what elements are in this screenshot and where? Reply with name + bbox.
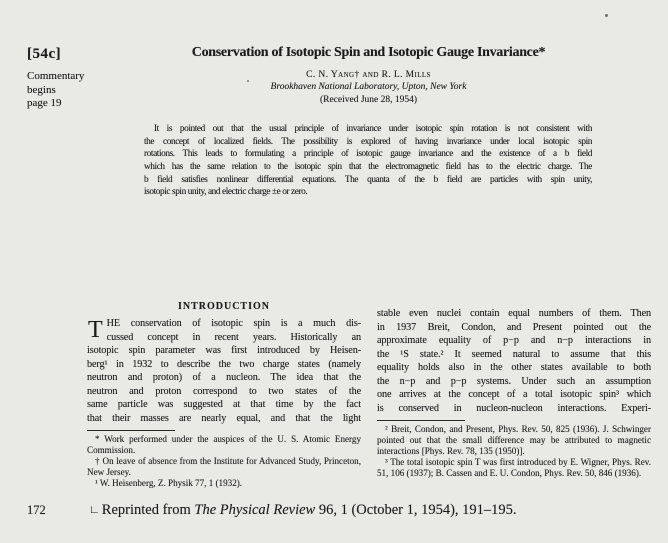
right-footnotes <box>377 424 651 479</box>
text-line: one arrives at the concept of a total isotopic spin³ which <box>377 389 651 400</box>
right-column <box>377 300 651 489</box>
received-date: (Received June 28, 1954) <box>319 95 418 105</box>
text-line: neutron and proton correspond to two states of the <box>87 385 361 397</box>
right-column-text <box>377 308 651 416</box>
text-line: It is pointed out that the usual principle of invariance under isotopic spin rotation is not consistent with <box>154 124 592 134</box>
section-heading: INTRODUCTION <box>177 301 270 312</box>
text-line: is conserved in nucleon-nucleon interactions. Experi- <box>377 402 651 414</box>
journal-name: The Physical Review <box>194 502 316 518</box>
text-line: ² Breit, Condon, and Present, Phys. Rev. 50, 825 (1936). J. Schwinger pointed out that the small difference may be attributed to magnetic interactions [Phys. Rev. 78, 135 (1950)]. <box>377 424 651 456</box>
text-line: the n−p and p−p systems. Under such an assumption <box>377 375 651 387</box>
text-line: † On leave of absence from the Institute for Advanced Study, Princeton, New Jersey. <box>87 455 361 477</box>
commentary-note <box>27 70 84 111</box>
text-line: isotopic spin parameter was first introduced by Heisen- <box>87 345 361 356</box>
reprint-credit-line <box>89 502 517 519</box>
drop-cap: T <box>88 317 103 343</box>
reprint-prefix: Reprinted from <box>101 502 195 518</box>
text-line: equality holds also in the other states available to both <box>377 362 651 373</box>
text-line: approximate equality of p−p and n−p interactions in <box>377 335 651 346</box>
text-line: rotations. This leads to formulating a principle of isotopic gauge invariance and the existence of a b field <box>144 149 592 160</box>
text-line: that their masses are nearly equal, and that the light <box>87 412 361 424</box>
paper-abstract <box>144 124 592 200</box>
reprint-suffix: 96, 1 (October 1, 1954), 191–195. <box>315 502 517 518</box>
text-line: neutron and proton) of a nucleon. The idea that the <box>87 372 361 383</box>
paper-title: Conservation of Isotopic Spin and Isotopic Gauge Invariance* <box>191 45 546 60</box>
left-column <box>87 300 361 489</box>
text-line: page 19 <box>27 97 62 109</box>
scan-speck <box>605 14 608 17</box>
corner-mark-icon: ∟ <box>89 503 100 516</box>
page-number: 172 <box>27 503 46 517</box>
text-line: stable even nuclei contain equal numbers of them. Then <box>377 308 651 319</box>
left-column-text <box>87 318 361 426</box>
text-line: cussed concept in recent years. Historically an <box>106 331 361 343</box>
text-line: in 1937 Breit, Condon, and Present pointed out the <box>377 321 651 333</box>
text-line: * Work performed under the auspices of the U. S. Atomic Energy Commission. <box>87 434 361 455</box>
text-line: HE conservation of isotopic spin is a much dis- <box>106 318 361 329</box>
text-line: same particle was suggested at that time by the fact <box>87 399 361 410</box>
text-line: begins <box>27 83 56 96</box>
paper-affiliation: Brookhaven National Laboratory, Upton, New York <box>270 82 467 92</box>
text-line: berg¹ in 1932 to describe the two charge states (namely <box>87 358 361 370</box>
text-line: isotopic spin unity, and electric charge ±e or zero. <box>144 187 308 198</box>
paper-id-label: [54c] <box>27 46 62 62</box>
footnote-rule <box>377 420 465 421</box>
footnote-rule <box>87 430 175 431</box>
left-column-paragraph <box>87 318 361 426</box>
text-line: Commentary <box>27 70 85 82</box>
text-line: b field satisfies nonlinear differential equations. The quanta of the b field are particles with spin unity, <box>144 174 592 185</box>
paper-header <box>87 45 650 105</box>
left-footnotes <box>87 434 361 489</box>
text-line: ³ The total isotopic spin T was first introduced by E. Wigner, Phys. Rev. 51, 106 (1937); B. Cassen and E. U. Condon, Phys. Rev. 50, 846 (1936). <box>377 456 651 478</box>
text-line: the concept of localized fields. The possibility is explored of having invariance under local isotopic spin <box>144 136 592 147</box>
text-line: which has the same relation to the isotopic spin that the electromagnetic field has to the electric charge. The <box>144 162 592 173</box>
text-line: the ¹S state.² It seemed natural to assume that this <box>377 348 651 360</box>
paper-authors: C. N. Yang† and R. L. Mills <box>306 70 431 80</box>
text-line: ¹ W. Heisenberg, Z. Physik 77, 1 (1932). <box>95 477 243 488</box>
two-column-body <box>87 300 651 489</box>
